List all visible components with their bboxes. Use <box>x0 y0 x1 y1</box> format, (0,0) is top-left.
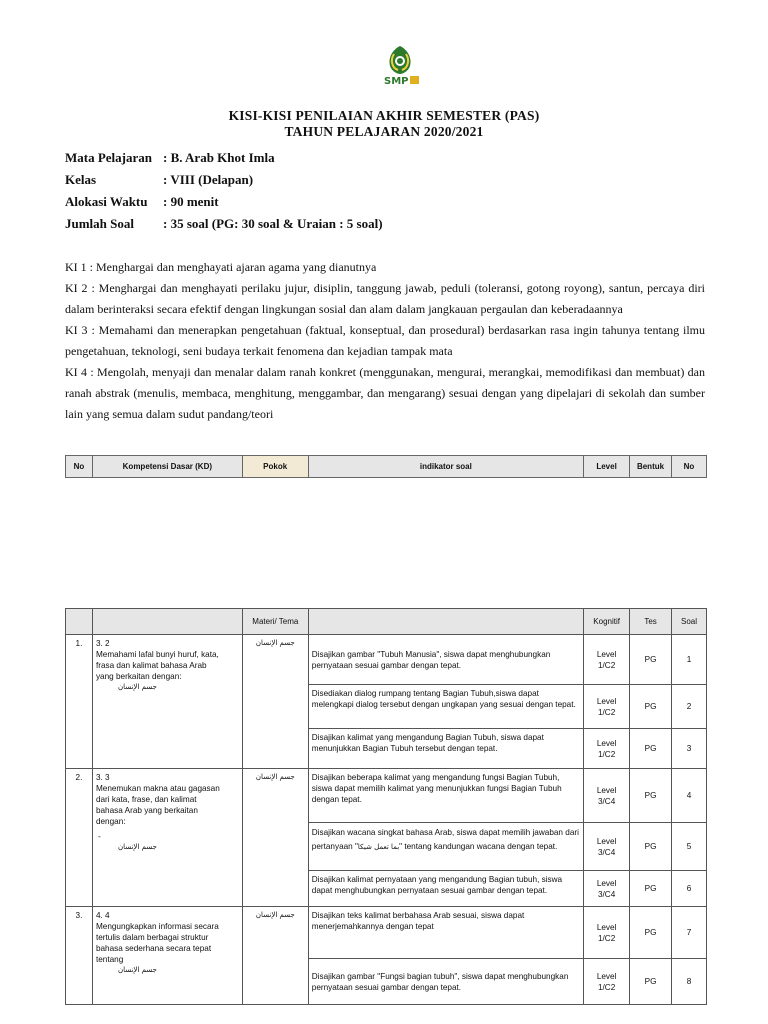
level-cell: Level 3/C4 <box>584 871 630 907</box>
col-indikator <box>308 609 583 635</box>
meta-label: Kelas <box>65 172 97 187</box>
ki-4: KI 4 : Mengolah, menyaji dan menalar dalam ranah konkret (menggunakan, mengurai, merangkai, memodifikasi dan membuat) dan ranah abstrak (menulis, membaca, menghitung, menggambar, dan mengarang) sesuai dengan yang dipelajari di sekolah dan sumber lain yang semua dalam sudut pandang/teori <box>65 365 705 421</box>
kd-cell <box>92 635 242 769</box>
logo-text: SMP <box>384 76 409 87</box>
soal-cell: 5 <box>672 823 707 871</box>
col-materi: Materi/ Tema <box>242 609 308 635</box>
kd-number: 4. 4 <box>95 911 110 920</box>
school-logo <box>380 44 420 96</box>
indikator-text: Disajikan wacana singkat bahasa Arab, siswa dapat memilih jawaban dari pertanyaan " <box>311 828 579 851</box>
soal-cell: 8 <box>672 959 707 1005</box>
kd-arabic: جسم الإنسان <box>117 966 157 974</box>
ki-section <box>65 257 705 425</box>
indikator-arabic: بما تعمل شيكا <box>357 843 400 851</box>
soal-cell: 1 <box>672 635 707 685</box>
soal-cell: 2 <box>672 685 707 729</box>
col-kd <box>92 609 242 635</box>
level-cell: Level 1/C2 <box>584 685 630 729</box>
materi-cell: جسم الإنسان <box>242 907 308 1005</box>
meta-value: : VIII (Delapan) <box>163 172 254 187</box>
meta-row <box>65 150 275 166</box>
level-cell: Level 1/C2 <box>584 729 630 769</box>
indikator-cell <box>308 823 583 871</box>
level-cell: Level 3/C4 <box>584 823 630 871</box>
col-indikator: indikator soal <box>308 456 583 478</box>
level-cell: Level 3/C4 <box>584 769 630 823</box>
level-cell: Level 1/C2 <box>584 635 630 685</box>
school-logo-icon <box>380 44 420 96</box>
kd-text: Mengungkapkan informasi secara tertulis dalam berbagai struktur bahasa sederhana secara tepat tentang <box>95 922 219 964</box>
col-pokok: Pokok <box>242 456 308 478</box>
kd-cell <box>92 907 242 1005</box>
tes-cell: PG <box>630 907 672 959</box>
soal-cell: 7 <box>672 907 707 959</box>
kisi-kisi-table <box>65 608 707 1005</box>
materi-cell: جسم الإنسان <box>242 769 308 907</box>
soal-cell: 3 <box>672 729 707 769</box>
kd-arabic: جسم الإنسان <box>117 843 157 851</box>
col-no: No <box>66 456 93 478</box>
meta-row <box>65 216 383 232</box>
kd-cell <box>92 769 242 907</box>
indikator-cell: Disajikan kalimat yang mengandung Bagian Tubuh, siswa dapat menunjukkan Bagian Tubuh tersebut dengan tepat. <box>308 729 583 769</box>
meta-value: : 90 menit <box>163 194 219 209</box>
tes-cell: PG <box>630 729 672 769</box>
indikator-cell: Disediakan dialog rumpang tentang Bagian Tubuh,siswa dapat melengkapi dialog tersebut dengan ungkapan yang sesuai dengan tepat. <box>308 685 583 729</box>
materi-cell: جسم الإنسان <box>242 635 308 769</box>
table-row <box>66 907 707 959</box>
indikator-text: " tentang kandungan wacana dengan tepat. <box>399 842 558 851</box>
table-row <box>66 769 707 823</box>
kd-header-table <box>65 455 707 478</box>
table-row <box>66 635 707 685</box>
tes-cell: PG <box>630 871 672 907</box>
col-kd: Kompetensi Dasar (KD) <box>92 456 242 478</box>
col-tes: Tes <box>630 609 672 635</box>
meta-value: : B. Arab Khot Imla <box>163 150 275 165</box>
col-no2: No <box>672 456 707 478</box>
ki-3: KI 3 : Memahami dan menerapkan pengetahuan (faktual, konseptual, dan prosedural) berdasarkan rasa ingin tahunya tentang ilmu pengetahuan, teknologi, seni budaya terkait fenomena dan kejadian tampak mata <box>65 323 705 358</box>
col-kognitif: Kognitif <box>584 609 630 635</box>
tes-cell: PG <box>630 959 672 1005</box>
group-no: 3. <box>66 907 93 1005</box>
document-subtitle: TAHUN PELAJARAN 2020/2021 <box>284 124 484 139</box>
document-title: KISI-KISI PENILAIAN AKHIR SEMESTER (PAS) <box>228 108 540 123</box>
indikator-cell: Disajikan beberapa kalimat yang mengandung fungsi Bagian Tubuh, siswa dapat memilih kalimat yang menunjukkan fungsi Bagian Tubuh dengan tepat. <box>308 769 583 823</box>
tes-cell: PG <box>630 635 672 685</box>
tes-cell: PG <box>630 685 672 729</box>
kd-arabic: جسم الإنسان <box>117 683 157 691</box>
group-no: 1. <box>66 635 93 769</box>
level-cell: Level 1/C2 <box>584 959 630 1005</box>
indikator-cell: Disajikan gambar "Tubuh Manusia", siswa dapat menghubungkan pernyataan sesuai gambar dengan tepat. <box>308 635 583 685</box>
kd-number: 3. 3 <box>95 773 110 782</box>
col-soal: Soal <box>672 609 707 635</box>
meta-value: : 35 soal (PG: 30 soal & Uraian : 5 soal) <box>163 216 383 231</box>
indikator-cell: Disajikan gambar "Fungsi bagian tubuh", siswa dapat menghubungkan pernyataan sesuai gambar dengan tepat. <box>308 959 583 1005</box>
meta-row <box>65 172 253 188</box>
meta-label: Jumlah Soal <box>65 216 134 231</box>
group-no: 2. <box>66 769 93 907</box>
kd-number: 3. 2 <box>95 639 110 648</box>
ki-2: KI 2 : Menghargai dan menghayati perilaku jujur, disiplin, tanggung jawab, peduli (toleransi, gotong royong), santun, percaya diri dalam berinteraksi secara efektif dengan lingkungan sosial dan alam dalam jangkauan pergaulan dan keberadaannya <box>65 281 705 316</box>
soal-cell: 4 <box>672 769 707 823</box>
level-cell: Level 1/C2 <box>584 907 630 959</box>
meta-label: Mata Pelajaran <box>65 150 153 165</box>
kd-bullet: - <box>97 832 101 841</box>
ki-1: KI 1 : Menghargai dan menghayati ajaran agama yang dianutnya <box>65 260 377 274</box>
col-no <box>66 609 93 635</box>
tes-cell: PG <box>630 769 672 823</box>
tes-cell: PG <box>630 823 672 871</box>
col-level: Level <box>584 456 630 478</box>
kd-text: Memahami lafal bunyi huruf, kata, frasa dan kalimat bahasa Arab yang berkaitan dengan: <box>95 650 219 681</box>
kd-text: Menemukan makna atau gagasan dari kata, frase, dan kalimat bahasa Arab yang berkaitan dengan: <box>95 784 220 826</box>
meta-label: Alokasi Waktu <box>65 194 148 209</box>
soal-cell: 6 <box>672 871 707 907</box>
col-bentuk: Bentuk <box>630 456 672 478</box>
indikator-cell: Disajikan teks kalimat berbahasa Arab sesuai, siswa dapat menerjemahkannya dengan tepat <box>308 907 583 959</box>
meta-row <box>65 194 219 210</box>
indikator-cell: Disajikan kalimat pernyataan yang mengandung Bagian tubuh, siswa dapat menghubungkan pernyataan sesuai gambar dengan tepat. <box>308 871 583 907</box>
